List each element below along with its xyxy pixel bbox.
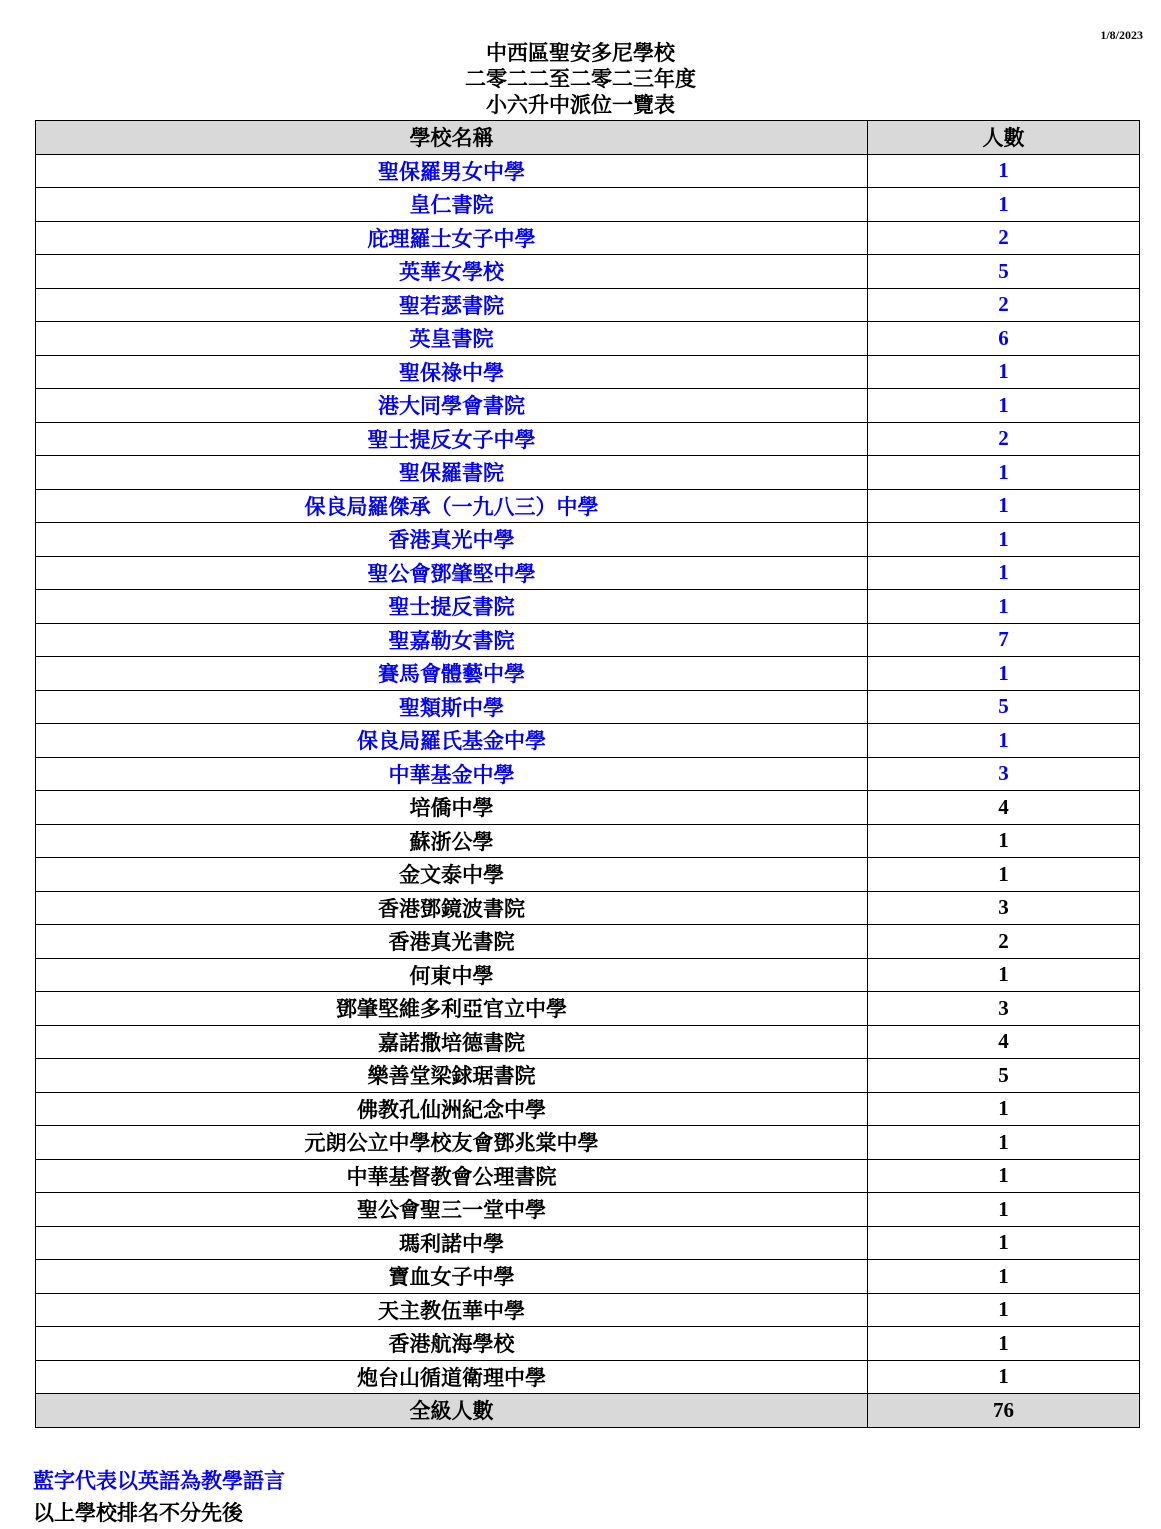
student-count-cell: 1 xyxy=(868,1226,1140,1260)
student-count-cell: 1 xyxy=(868,1260,1140,1294)
student-count-cell: 3 xyxy=(868,891,1140,925)
school-name-cell: 何東中學 xyxy=(36,958,868,992)
student-count-cell: 1 xyxy=(868,556,1140,590)
document-title xyxy=(0,40,1161,118)
school-name-cell: 蘇浙公學 xyxy=(36,824,868,858)
title-school-year: 二零二二至二零二三年度 xyxy=(465,66,696,91)
student-count-cell: 1 xyxy=(868,1126,1140,1160)
student-count-cell: 2 xyxy=(868,288,1140,322)
table-row xyxy=(36,925,1140,959)
student-count-cell: 1 xyxy=(868,824,1140,858)
school-name-cell: 瑪利諾中學 xyxy=(36,1226,868,1260)
school-name-cell: 炮台山循道衛理中學 xyxy=(36,1360,868,1394)
school-name-cell: 佛教孔仙洲紀念中學 xyxy=(36,1092,868,1126)
school-name-cell: 保良局羅氏基金中學 xyxy=(36,724,868,758)
school-name-cell: 保良局羅傑承（一九八三）中學 xyxy=(36,489,868,523)
table-row xyxy=(36,1126,1140,1160)
table-row xyxy=(36,389,1140,423)
header-count: 人數 xyxy=(868,121,1140,155)
student-count-cell: 1 xyxy=(868,355,1140,389)
student-count-cell: 5 xyxy=(868,1059,1140,1093)
student-count-cell: 1 xyxy=(868,724,1140,758)
emi-legend-note: 藍字代表以英語為教學語言 xyxy=(33,1468,285,1493)
school-name-cell: 寶血女子中學 xyxy=(36,1260,868,1294)
student-count-cell: 1 xyxy=(868,590,1140,624)
table-row xyxy=(36,791,1140,825)
school-name-cell: 英華女學校 xyxy=(36,255,868,289)
student-count-cell: 1 xyxy=(868,1360,1140,1394)
student-count-cell: 5 xyxy=(868,690,1140,724)
school-name-cell: 元朗公立中學校友會鄧兆棠中學 xyxy=(36,1126,868,1160)
school-name-cell: 港大同學會書院 xyxy=(36,389,868,423)
table-row xyxy=(36,724,1140,758)
student-count-cell: 1 xyxy=(868,1327,1140,1361)
table-row xyxy=(36,690,1140,724)
school-name-cell: 聖保羅男女中學 xyxy=(36,154,868,188)
student-count-cell: 1 xyxy=(868,858,1140,892)
allocation-table xyxy=(35,120,1140,1428)
school-name-cell: 中華基督教會公理書院 xyxy=(36,1159,868,1193)
student-count-cell: 7 xyxy=(868,623,1140,657)
table-row xyxy=(36,322,1140,356)
table-row xyxy=(36,891,1140,925)
order-note: 以上學校排名不分先後 xyxy=(33,1500,243,1525)
table-row xyxy=(36,1025,1140,1059)
school-name-cell: 天主教伍華中學 xyxy=(36,1293,868,1327)
school-name-cell: 金文泰中學 xyxy=(36,858,868,892)
total-label: 全級人數 xyxy=(36,1394,868,1428)
school-name-cell: 培僑中學 xyxy=(36,791,868,825)
student-count-cell: 1 xyxy=(868,489,1140,523)
table-row xyxy=(36,221,1140,255)
table-row xyxy=(36,1260,1140,1294)
table-row xyxy=(36,858,1140,892)
student-count-cell: 5 xyxy=(868,255,1140,289)
school-name-cell: 香港鄧鏡波書院 xyxy=(36,891,868,925)
table-row xyxy=(36,757,1140,791)
student-count-cell: 1 xyxy=(868,188,1140,222)
table-body xyxy=(36,154,1140,1394)
school-name-cell: 聖保羅書院 xyxy=(36,456,868,490)
table-row xyxy=(36,1059,1140,1093)
school-name-cell: 香港航海學校 xyxy=(36,1327,868,1361)
table-row xyxy=(36,824,1140,858)
school-name-cell: 聖若瑟書院 xyxy=(36,288,868,322)
student-count-cell: 1 xyxy=(868,456,1140,490)
school-name-cell: 香港真光中學 xyxy=(36,523,868,557)
table-row xyxy=(36,154,1140,188)
student-count-cell: 2 xyxy=(868,221,1140,255)
student-count-cell: 1 xyxy=(868,958,1140,992)
school-name-cell: 聖嘉勒女書院 xyxy=(36,623,868,657)
table-total-row xyxy=(36,1394,1140,1428)
student-count-cell: 2 xyxy=(868,925,1140,959)
table-row xyxy=(36,1293,1140,1327)
school-name-cell: 中華基金中學 xyxy=(36,757,868,791)
table-row xyxy=(36,623,1140,657)
school-name-cell: 聖士提反書院 xyxy=(36,590,868,624)
school-name-cell: 聖公會鄧肇堅中學 xyxy=(36,556,868,590)
table-row xyxy=(36,489,1140,523)
student-count-cell: 2 xyxy=(868,422,1140,456)
table-row xyxy=(36,255,1140,289)
table-row xyxy=(36,556,1140,590)
student-count-cell: 1 xyxy=(868,657,1140,691)
header-school-name: 學校名稱 xyxy=(36,121,868,155)
table-row xyxy=(36,1327,1140,1361)
student-count-cell: 1 xyxy=(868,523,1140,557)
table-row xyxy=(36,1159,1140,1193)
school-name-cell: 賽馬會體藝中學 xyxy=(36,657,868,691)
table-row xyxy=(36,456,1140,490)
table-row xyxy=(36,657,1140,691)
student-count-cell: 1 xyxy=(868,1193,1140,1227)
school-name-cell: 鄧肇堅維多利亞官立中學 xyxy=(36,992,868,1026)
school-name-cell: 英皇書院 xyxy=(36,322,868,356)
student-count-cell: 4 xyxy=(868,1025,1140,1059)
table-row xyxy=(36,355,1140,389)
school-name-cell: 聖類斯中學 xyxy=(36,690,868,724)
table-row xyxy=(36,288,1140,322)
student-count-cell: 1 xyxy=(868,154,1140,188)
school-name-cell: 樂善堂梁銶琚書院 xyxy=(36,1059,868,1093)
school-name-cell: 聖公會聖三一堂中學 xyxy=(36,1193,868,1227)
title-school-name: 中西區聖安多尼學校 xyxy=(486,40,675,65)
print-date: 1/8/2023 xyxy=(1100,28,1143,42)
school-name-cell: 嘉諾撒培德書院 xyxy=(36,1025,868,1059)
table-row xyxy=(36,1193,1140,1227)
total-value: 76 xyxy=(868,1394,1140,1428)
table-row xyxy=(36,992,1140,1026)
student-count-cell: 1 xyxy=(868,1293,1140,1327)
table-row xyxy=(36,422,1140,456)
school-name-cell: 聖士提反女子中學 xyxy=(36,422,868,456)
school-name-cell: 庇理羅士女子中學 xyxy=(36,221,868,255)
table-row xyxy=(36,523,1140,557)
table-row xyxy=(36,1092,1140,1126)
table-row xyxy=(36,188,1140,222)
school-name-cell: 聖保祿中學 xyxy=(36,355,868,389)
table-row xyxy=(36,1226,1140,1260)
student-count-cell: 4 xyxy=(868,791,1140,825)
table-row xyxy=(36,590,1140,624)
table-row xyxy=(36,958,1140,992)
student-count-cell: 6 xyxy=(868,322,1140,356)
table-row xyxy=(36,1360,1140,1394)
school-name-cell: 香港真光書院 xyxy=(36,925,868,959)
table-header-row xyxy=(36,121,1140,155)
student-count-cell: 1 xyxy=(868,1159,1140,1193)
student-count-cell: 1 xyxy=(868,1092,1140,1126)
student-count-cell: 1 xyxy=(868,389,1140,423)
school-name-cell: 皇仁書院 xyxy=(36,188,868,222)
student-count-cell: 3 xyxy=(868,992,1140,1026)
title-table-name: 小六升中派位一覽表 xyxy=(486,92,675,117)
student-count-cell: 3 xyxy=(868,757,1140,791)
